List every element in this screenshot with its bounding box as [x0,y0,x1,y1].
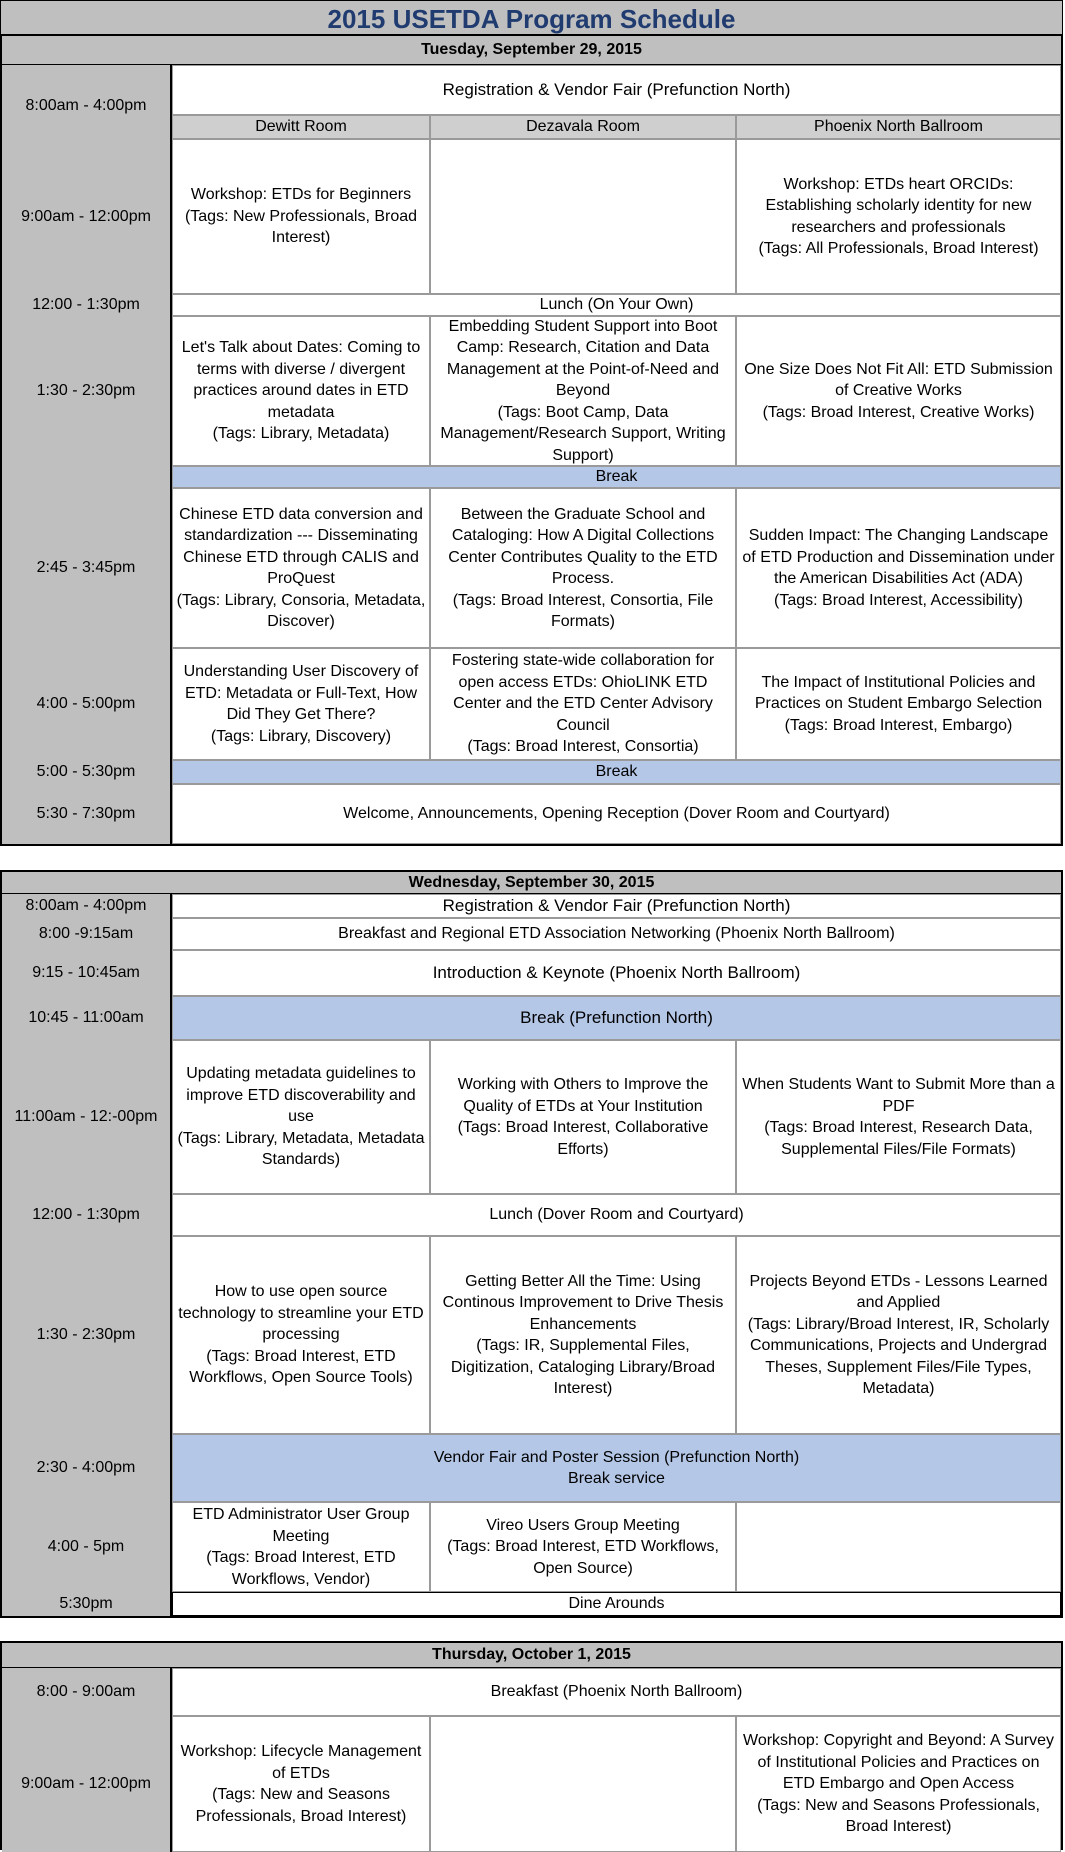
span-session: Breakfast and Regional ETD Association Networking (Phoenix North Ballroom) [172,918,1061,950]
day-wednesday [0,870,1063,1618]
session-cell [736,1502,1061,1592]
schedule-row [2,784,1061,844]
time-slot: 1:30 - 2:30pm [36,382,136,399]
session-cell: One Size Does Not Fit All: ETD Submission of Creative Works (Tags: Broad Interest, Creative Works) [736,316,1061,466]
time-slot: 4:00 - 5:00pm [36,695,136,712]
span-session: Lunch (Dover Room and Courtyard) [172,1194,1061,1236]
time-slot: 8:00am - 4:00pm [25,897,147,914]
schedule-row [2,1236,1061,1434]
schedule-row [2,488,1061,648]
span-session: Dine Arounds [172,1592,1061,1616]
time-slot: 4:00 - 5pm [47,1538,125,1555]
schedule-row [2,1716,1061,1852]
session-cell: When Students Want to Submit More than a PDF (Tags: Broad Interest, Research Data, Supplemental Files/File Formats) [736,1040,1061,1194]
day-heading: Thursday, October 1, 2015 [2,1643,1061,1668]
session-cell: Updating metadata guidelines to improve ETD discoverability and use (Tags: Library, Metadata, Metadata Standards) [172,1040,430,1194]
schedule-row [2,1434,1061,1502]
time-slot: 10:45 - 11:00am [28,1009,144,1026]
schedule-row [2,648,1061,760]
schedule-row [2,760,1061,784]
day-tuesday [0,34,1063,846]
schedule-row [2,996,1061,1040]
session-cell: Workshop: ETDs for Beginners (Tags: New Professionals, Broad Interest) [172,139,430,294]
day-thursday [0,1641,1063,1850]
room-header-dewitt: Dewitt Room [172,115,430,139]
session-cell: How to use open source technology to streamline your ETD processing (Tags: Broad Interest, ETD Workflows, Open Source Tools) [172,1236,430,1434]
session-cell: Sudden Impact: The Changing Landscape of ETD Production and Dissemination under the American Disabilities Act (ADA) (Tags: Broad Interest, Accessibility) [736,488,1061,648]
session-cell [430,1716,736,1852]
schedule-row [2,1592,1061,1616]
session-cell: Getting Better All the Time: Using Continous Improvement to Drive Thesis Enhancements (Tags: IR, Supplemental Files, Digitization, Cataloging Library/Broad Interest) [430,1236,736,1434]
time-slot: 2:45 - 3:45pm [36,559,136,576]
time-slot: 5:30pm [59,1595,113,1612]
session-cell [430,139,736,294]
break-bar: Vendor Fair and Poster Session (Prefunction North) Break service [172,1434,1061,1502]
schedule-row [2,950,1061,996]
span-session: Breakfast (Phoenix North Ballroom) [172,1668,1061,1716]
schedule-row [2,316,1061,466]
time-slot: 8:00am - 4:00pm [25,97,147,114]
time-slot: 5:00 - 5:30pm [36,763,136,780]
session-cell: Let's Talk about Dates: Coming to terms with diverse / divergent practices around dates in ETD metadata (Tags: Library, Metadata) [172,316,430,466]
room-header-phoenix: Phoenix North Ballroom [736,115,1061,139]
break-bar: Break [172,760,1061,784]
session-cell: Working with Others to Improve the Quality of ETDs at Your Institution (Tags: Broad Interest, Collaborative Efforts) [430,1040,736,1194]
schedule-row [2,1040,1061,1194]
time-slot: 9:00am - 12:00pm [21,1775,151,1792]
session-cell: Workshop: ETDs heart ORCIDs: Establishing scholarly identity for new researchers and professionals (Tags: All Professionals, Broad Interest) [736,139,1061,294]
schedule-row [2,1502,1061,1592]
day-heading: Tuesday, September 29, 2015 [2,36,1061,65]
session-cell: Chinese ETD data conversion and standardization --- Disseminating Chinese ETD through CALIS and ProQuest (Tags: Library, Consoria, Metadata, Discover) [172,488,430,648]
session-cell: ETD Administrator User Group Meeting (Tags: Broad Interest, ETD Workflows, Vendor) [172,1502,430,1592]
session-cell: Fostering state-wide collaboration for open access ETDs: OhioLINK ETD Center and the ETD Center Advisory Council (Tags: Broad Interest, Consortia) [430,648,736,760]
session-cell: The Impact of Institutional Policies and Practices on Student Embargo Selection (Tags: Broad Interest, Embargo) [736,648,1061,760]
span-session: Welcome, Announcements, Opening Reception (Dover Room and Courtyard) [172,784,1061,844]
span-session: Registration & Vendor Fair (Prefunction North) [172,894,1061,918]
schedule-row [2,1668,1061,1716]
day-heading: Wednesday, September 30, 2015 [2,872,1061,894]
schedule-row [2,65,1061,147]
page-title: 2015 USETDA Program Schedule [0,0,1063,34]
time-slot: 8:00 -9:15am [38,925,134,942]
time-slot: 11:00am - 12:-00pm [14,1108,158,1125]
schedule-row [2,466,1061,488]
schedule-row [2,918,1061,950]
time-slot: 9:15 - 10:45am [32,964,140,981]
schedule-row [2,139,1061,294]
room-header-dezavala: Dezavala Room [430,115,736,139]
span-session: Registration & Vendor Fair (Prefunction North) [172,65,1061,115]
time-slot: 12:00 - 1:30pm [32,296,140,313]
break-bar: Break [172,466,1061,488]
time-slot: 5:30 - 7:30pm [36,805,136,822]
span-session: Introduction & Keynote (Phoenix North Ballroom) [172,950,1061,996]
break-bar: Break (Prefunction North) [172,996,1061,1040]
session-cell: Projects Beyond ETDs - Lessons Learned and Applied (Tags: Library/Broad Interest, IR, Scholarly Communications, Projects and Undergrad Theses, Supplement Files/File Types, Metadata) [736,1236,1061,1434]
schedule-row [2,894,1061,918]
time-slot: 9:00am - 12:00pm [21,207,151,225]
schedule-row [2,1194,1061,1236]
span-session: Lunch (On Your Own) [172,294,1061,316]
session-cell: Workshop: Copyright and Beyond: A Survey of Institutional Policies and Practices on ETD Embargo and Open Access (Tags: New and Seasons Professionals, Broad Interest) [736,1716,1061,1852]
time-slot: 12:00 - 1:30pm [32,1206,140,1223]
session-cell: Embedding Student Support into Boot Camp: Research, Citation and Data Management at the Point-of-Need and Beyond (Tags: Boot Camp, Data Management/Research Support, Writing Support) [430,316,736,466]
session-cell: Understanding User Discovery of ETD: Metadata or Full-Text, How Did They Get There? (Tags: Library, Discovery) [172,648,430,760]
time-slot: 1:30 - 2:30pm [36,1326,136,1343]
time-slot: 8:00 - 9:00am [36,1683,136,1700]
time-slot: 2:30 - 4:00pm [36,1459,136,1476]
session-cell: Vireo Users Group Meeting (Tags: Broad Interest, ETD Workflows, Open Source) [430,1502,736,1592]
schedule-row [2,294,1061,316]
session-cell: Between the Graduate School and Cataloging: How A Digital Collections Center Contributes Quality to the ETD Process. (Tags: Broad Interest, Consortia, File Formats) [430,488,736,648]
session-cell: Workshop: Lifecycle Management of ETDs (Tags: New and Seasons Professionals, Broad Interest) [172,1716,430,1852]
